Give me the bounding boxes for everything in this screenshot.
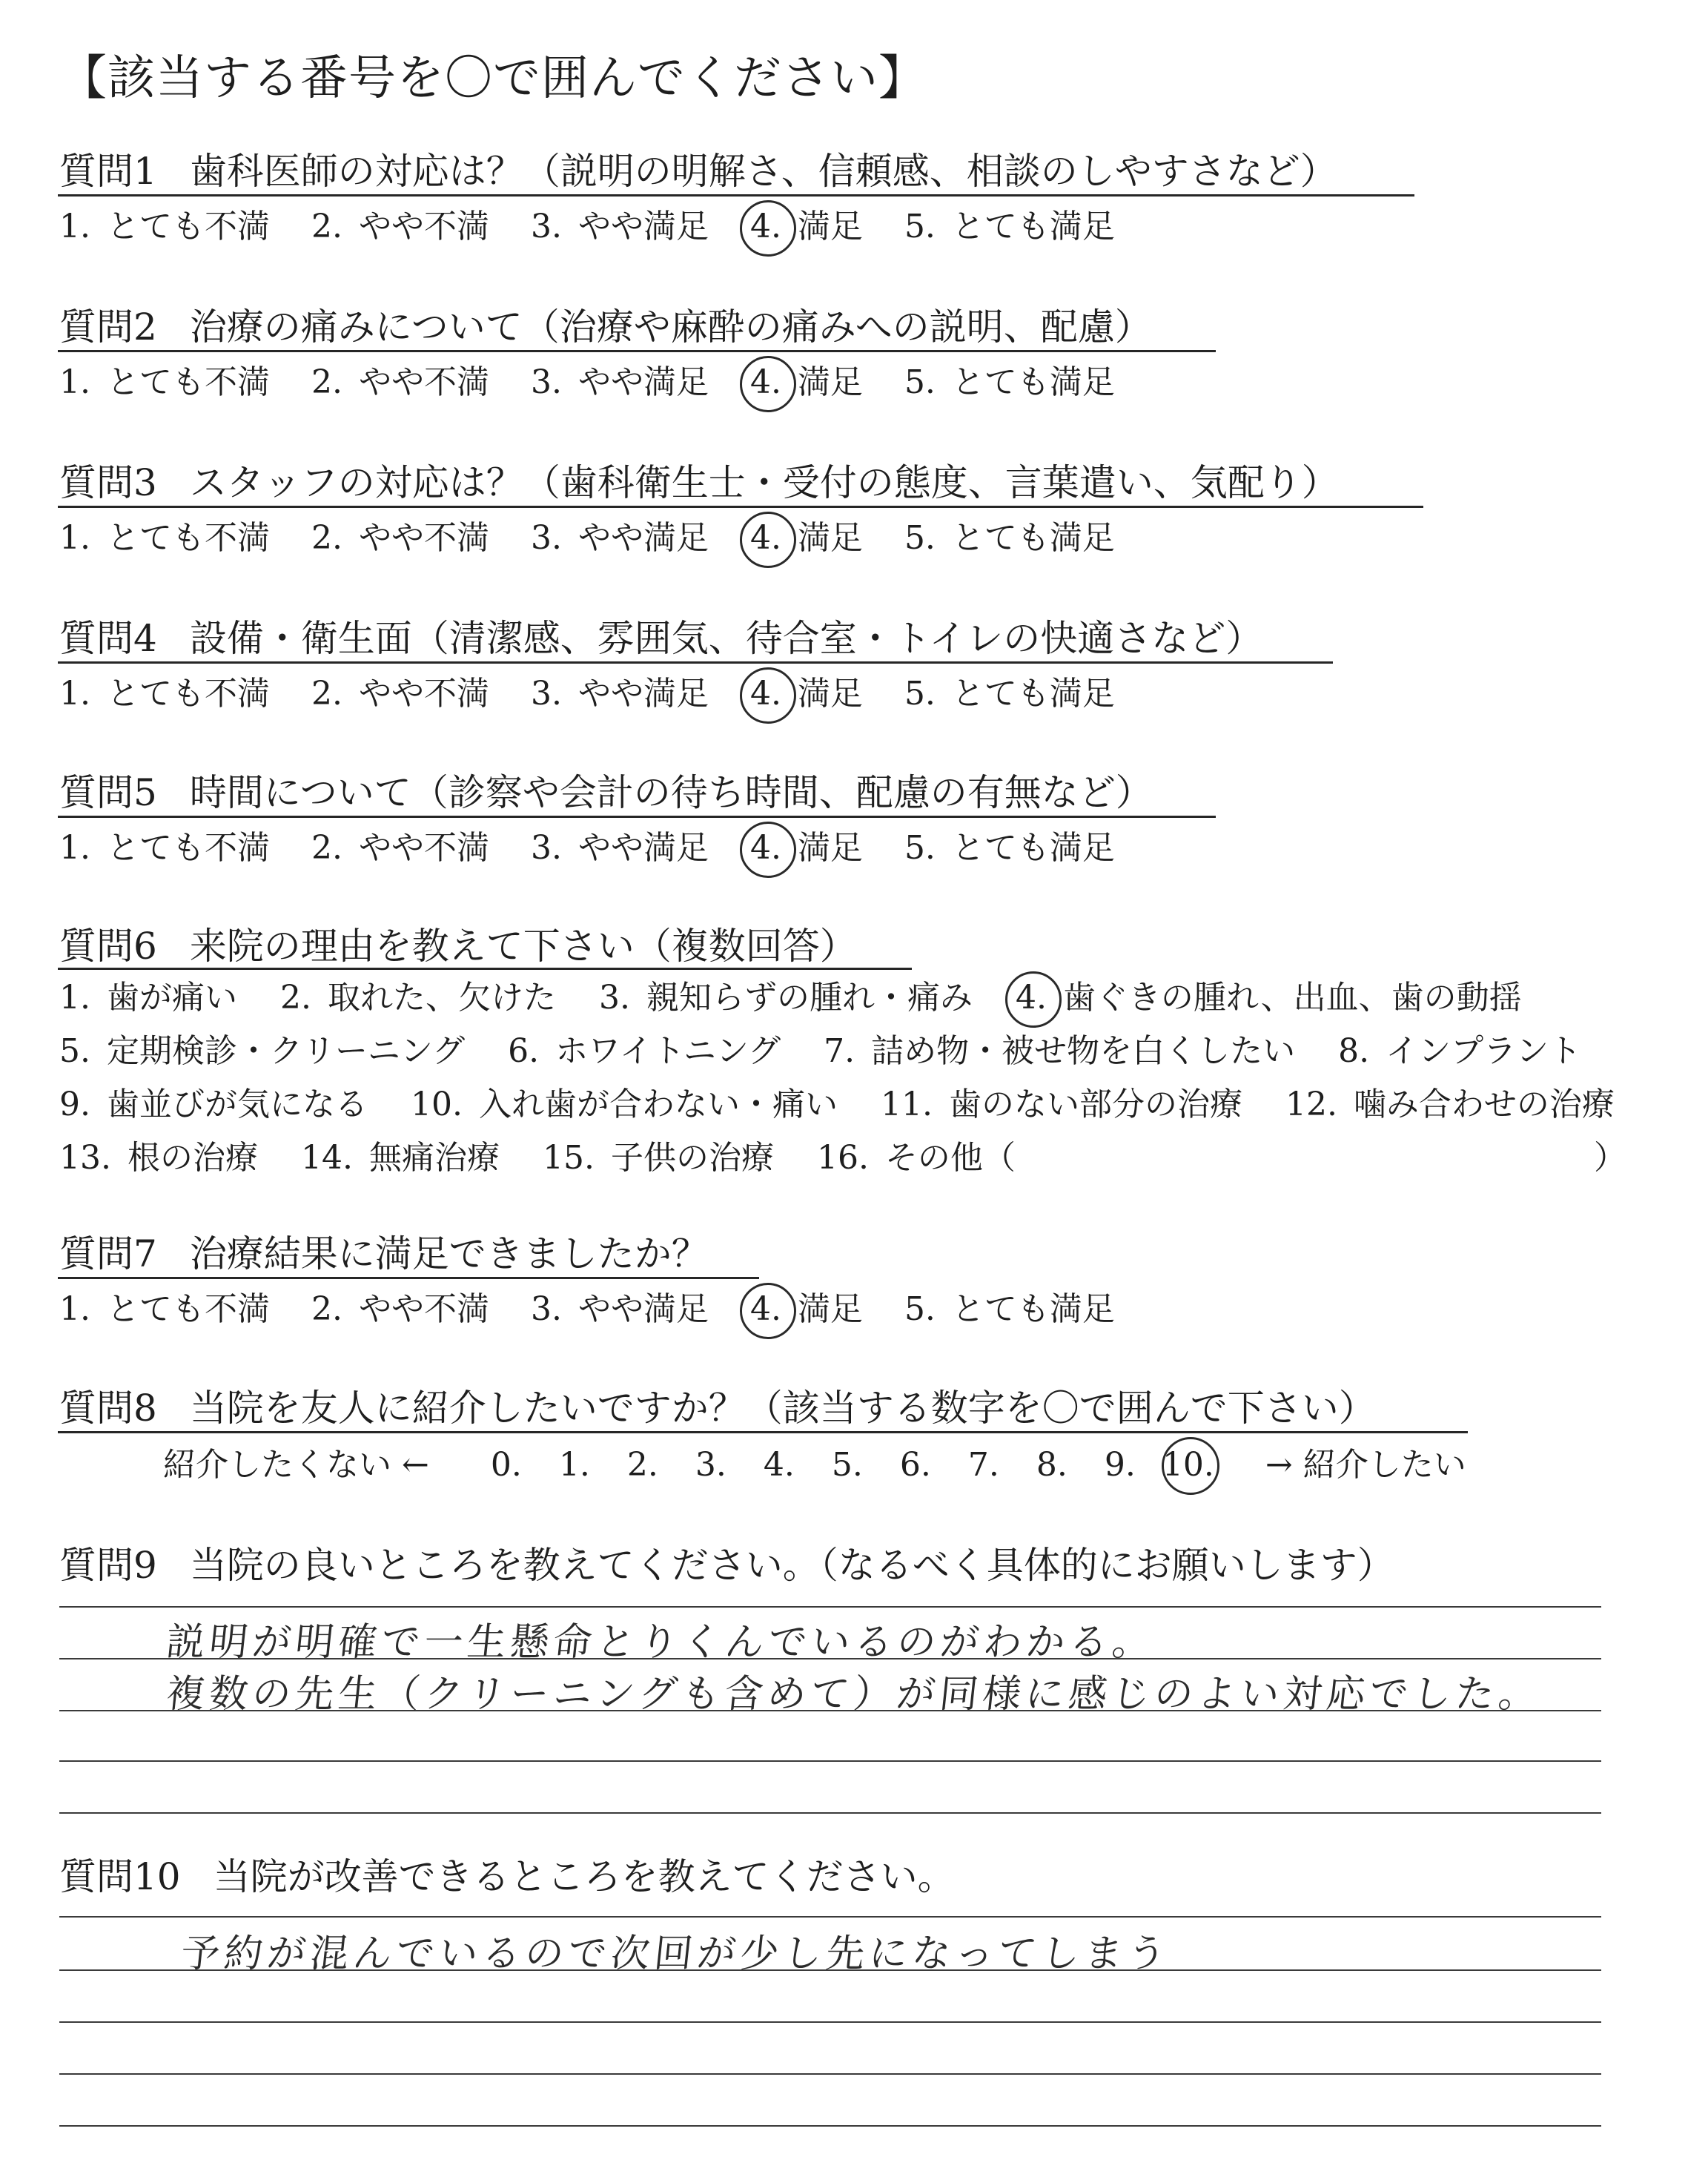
- scale-option[interactable]: 1.: [558, 1446, 590, 1484]
- question-1-title: [59, 148, 1337, 194]
- scale-option[interactable]: 4.: [763, 1446, 795, 1484]
- scale-option[interactable]: 10.: [1154, 1444, 1222, 1486]
- scale-option[interactable]: 6.: [899, 1446, 931, 1484]
- rating-option[interactable]: とても不満: [106, 363, 270, 401]
- option-number[interactable]: 1.: [59, 519, 90, 557]
- recommend-scale: [163, 1444, 1466, 1486]
- question-number: 質問8: [59, 1387, 157, 1430]
- question-text: 治療結果に満足できましたか？: [189, 1232, 709, 1275]
- option-number[interactable]: 4.: [749, 675, 781, 713]
- rating-options-2: [59, 362, 1115, 403]
- reason-row-4: 13. 根の治療 14. 無痛治療 15. 子供の治療 16. その他（: [59, 1139, 1016, 1177]
- other-close-paren: ）: [1594, 1139, 1626, 1177]
- selection-circle: [1005, 971, 1062, 1028]
- rating-option[interactable]: やや不満: [358, 829, 489, 867]
- reason-option[interactable]: 歯のない部分の治療: [948, 1086, 1242, 1123]
- option-number[interactable]: 1.: [59, 1290, 90, 1328]
- reason-option[interactable]: 根の治療: [127, 1139, 258, 1177]
- scale-left-label: 紹介したくない ←: [163, 1446, 429, 1484]
- reason-option[interactable]: 入れ歯が合わない・痛い: [478, 1086, 838, 1123]
- option-number[interactable]: 5.: [904, 675, 936, 713]
- question-underline: [58, 968, 912, 970]
- handwritten-answer: 予約が混んでいるので次回が少し先になってしまう: [179, 1932, 1173, 1976]
- rating-option[interactable]: とても満足: [951, 519, 1115, 557]
- selection-circle: [740, 512, 796, 568]
- selection-circle: [740, 667, 796, 724]
- rating-option[interactable]: やや不満: [358, 208, 489, 245]
- option-number[interactable]: 3.: [530, 208, 562, 245]
- rating-option[interactable]: やや満足: [577, 1290, 709, 1328]
- question-text: 当院の良いところを教えてください。（なるべく具体的にお願いします）: [189, 1544, 1394, 1587]
- reason-option[interactable]: 歯ぐきの腫れ、出血、歯の動揺: [1062, 979, 1522, 1017]
- selection-circle: [740, 822, 796, 878]
- option-number[interactable]: 3.: [530, 675, 562, 713]
- selection-circle: [740, 200, 796, 257]
- question-text: 設備・衛生面（清潔感、雰囲気、待合室・トイレの快適さなど）: [189, 617, 1263, 660]
- rating-option[interactable]: やや満足: [577, 829, 709, 867]
- answer-line: [59, 2125, 1601, 2127]
- scale-right-label: → 紹介したい: [1265, 1446, 1466, 1484]
- question-number: 質問7: [59, 1232, 157, 1275]
- option-number[interactable]: 2.: [311, 363, 342, 401]
- rating-option[interactable]: 満足: [797, 829, 863, 867]
- question-text: 歯科医師の対応は？（説明の明解さ、信頼感、相談のしやすさなど）: [189, 150, 1337, 193]
- rating-option[interactable]: とても満足: [951, 829, 1115, 867]
- reason-option[interactable]: 歯が痛い: [106, 979, 237, 1017]
- scale-option[interactable]: 7.: [967, 1446, 999, 1484]
- question-text: スタッフの対応は？（歯科衛生士・受付の態度、言葉遣い、気配り）: [189, 461, 1339, 504]
- reason-option-other[interactable]: その他（: [884, 1139, 1016, 1177]
- answer-line: [59, 1916, 1601, 1918]
- answer-line: [59, 1606, 1601, 1608]
- rating-option[interactable]: やや不満: [358, 363, 489, 401]
- scale-option[interactable]: 5.: [831, 1446, 863, 1484]
- option-number[interactable]: 4.: [749, 829, 781, 867]
- answer-line: [59, 2021, 1601, 2023]
- rating-option[interactable]: とても不満: [106, 208, 270, 245]
- option-number[interactable]: 3.: [530, 519, 562, 557]
- answer-line: [59, 2073, 1601, 2075]
- question-5-title: [59, 770, 1153, 816]
- option-number[interactable]: 4.: [749, 519, 781, 557]
- question-number: 質問9: [59, 1544, 157, 1587]
- rating-options-4: [59, 673, 1115, 715]
- option-number[interactable]: 1.: [59, 208, 90, 245]
- scale-option[interactable]: 8.: [1036, 1446, 1068, 1484]
- rating-option[interactable]: やや満足: [577, 675, 709, 713]
- question-8-title: [59, 1385, 1376, 1431]
- question-6-title: [59, 923, 857, 969]
- option-number[interactable]: 1.: [59, 363, 90, 401]
- question-3-title: [59, 460, 1339, 506]
- reason-option[interactable]: 定期検診・クリーニング: [106, 1032, 466, 1070]
- reason-option[interactable]: 親知らずの腫れ・痛み: [646, 979, 973, 1017]
- option-number[interactable]: 5.: [904, 829, 936, 867]
- rating-option[interactable]: とても満足: [951, 208, 1115, 245]
- question-number: 質問10: [59, 1855, 181, 1898]
- question-text: 時間について（診察や会計の待ち時間、配慮の有無など）: [189, 771, 1153, 814]
- option-number[interactable]: 4.: [749, 363, 781, 401]
- rating-options-5: [59, 828, 1115, 869]
- rating-option[interactable]: やや満足: [577, 363, 709, 401]
- option-number[interactable]: 2.: [311, 829, 342, 867]
- reason-row-1: 1. 歯が痛い 2. 取れた、欠けた 3. 親知らずの腫れ・痛み 4. 歯ぐきの腫れ、出血、歯の動揺: [59, 977, 1522, 1019]
- rating-option[interactable]: とても不満: [106, 1290, 270, 1328]
- reason-option[interactable]: 取れた、欠けた: [327, 979, 556, 1017]
- option-number[interactable]: 5.: [904, 363, 936, 401]
- question-underline: [58, 816, 1216, 818]
- scale-option[interactable]: 0.: [490, 1446, 522, 1484]
- rating-option[interactable]: 満足: [797, 363, 863, 401]
- option-number[interactable]: 3.: [530, 363, 562, 401]
- rating-option[interactable]: 満足: [797, 675, 863, 713]
- question-2-title: [59, 304, 1152, 350]
- question-text: 治療の痛みについて（治療や麻酔の痛みへの説明、配慮）: [189, 305, 1152, 349]
- question-underline: [58, 1431, 1468, 1433]
- rating-option[interactable]: とても満足: [951, 1290, 1115, 1328]
- question-7-title: [59, 1231, 709, 1277]
- scale-option[interactable]: 3.: [695, 1446, 726, 1484]
- selection-circle: [1162, 1437, 1219, 1495]
- question-text: 来院の理由を教えて下さい（複数回答）: [189, 925, 857, 968]
- question-number: 質問4: [59, 617, 157, 660]
- rating-option[interactable]: 満足: [797, 1290, 863, 1328]
- question-number: 質問5: [59, 771, 157, 814]
- rating-option[interactable]: とても満足: [951, 675, 1115, 713]
- reason-row-2: 5. 定期検診・クリーニング 6. ホワイトニング 7. 詰め物・被せ物を白くしたい 8. インプラント: [59, 1032, 1582, 1070]
- answer-line: [59, 1812, 1601, 1814]
- option-number[interactable]: 5.: [904, 208, 936, 245]
- rating-option[interactable]: 満足: [797, 208, 863, 245]
- reason-option[interactable]: ホワイトニング: [555, 1032, 781, 1070]
- rating-options-1: [59, 206, 1115, 248]
- reason-option[interactable]: 歯並びが気になる: [106, 1086, 368, 1123]
- page-title: 【該当する番号を〇で囲んでください】: [59, 51, 927, 106]
- question-underline: [58, 1277, 759, 1279]
- question-number: 質問6: [59, 925, 157, 968]
- reason-option[interactable]: 噛み合わせの治療: [1353, 1086, 1615, 1123]
- question-text: 当院が改善できるところを教えてください。: [213, 1855, 955, 1898]
- option-number[interactable]: 2.: [311, 519, 342, 557]
- question-9-title: [59, 1542, 1394, 1588]
- reason-row-3: 9. 歯並びが気になる 10. 入れ歯が合わない・痛い 11. 歯のない部分の治療 12. 噛み合わせの治療: [59, 1086, 1615, 1123]
- rating-option[interactable]: やや不満: [358, 1290, 489, 1328]
- rating-option[interactable]: やや満足: [577, 208, 709, 245]
- question-underline: [58, 350, 1216, 352]
- answer-line: [59, 1760, 1601, 1762]
- question-number: 質問2: [59, 305, 157, 349]
- rating-option[interactable]: 満足: [797, 519, 863, 557]
- rating-options-7: [59, 1289, 1115, 1330]
- selected-reason-number[interactable]: 4.: [1015, 979, 1047, 1017]
- option-number[interactable]: 1.: [59, 829, 90, 867]
- option-number[interactable]: 2.: [311, 1290, 342, 1328]
- scale-option[interactable]: 2.: [626, 1446, 658, 1484]
- reason-option[interactable]: 詰め物・被せ物を白くしたい: [871, 1032, 1296, 1070]
- reason-option[interactable]: インプラント: [1386, 1032, 1582, 1070]
- option-number[interactable]: 2.: [311, 208, 342, 245]
- rating-option[interactable]: とても不満: [106, 519, 270, 557]
- rating-option[interactable]: とても不満: [106, 829, 270, 867]
- question-4-title: [59, 615, 1262, 661]
- question-underline: [58, 661, 1333, 664]
- option-number[interactable]: 1.: [59, 675, 90, 713]
- handwritten-answer: 説明が明確で一生懸命とりくんでいるのがわかる。: [164, 1620, 1158, 1665]
- question-number: 質問3: [59, 461, 157, 504]
- option-number[interactable]: 4.: [749, 208, 781, 245]
- question-underline: [58, 506, 1423, 508]
- rating-option[interactable]: やや不満: [358, 519, 489, 557]
- selection-circle: [740, 356, 796, 412]
- rating-option[interactable]: とても満足: [951, 363, 1115, 401]
- option-number[interactable]: 3.: [530, 1290, 562, 1328]
- option-number[interactable]: 5.: [904, 1290, 936, 1328]
- option-number[interactable]: 2.: [311, 675, 342, 713]
- option-number[interactable]: 5.: [904, 519, 936, 557]
- question-underline: [58, 194, 1414, 196]
- question-10-title: [59, 1854, 955, 1900]
- handwritten-answer: 複数の先生（クリーニングも含めて）が同様に感じのよい対応でした。: [164, 1672, 1544, 1717]
- reason-option[interactable]: 子供の治療: [610, 1139, 774, 1177]
- option-number[interactable]: 3.: [530, 829, 562, 867]
- question-number: 質問1: [59, 150, 157, 193]
- selection-circle: [740, 1283, 796, 1339]
- scale-option[interactable]: 9.: [1104, 1446, 1136, 1484]
- rating-option[interactable]: やや不満: [358, 675, 489, 713]
- rating-option[interactable]: とても不満: [106, 675, 270, 713]
- question-text: 当院を友人に紹介したいですか？（該当する数字を〇で囲んで下さい）: [189, 1387, 1376, 1430]
- rating-option[interactable]: やや満足: [577, 519, 709, 557]
- rating-options-3: [59, 518, 1115, 559]
- reason-option[interactable]: 無痛治療: [368, 1139, 500, 1177]
- option-number[interactable]: 4.: [749, 1290, 781, 1328]
